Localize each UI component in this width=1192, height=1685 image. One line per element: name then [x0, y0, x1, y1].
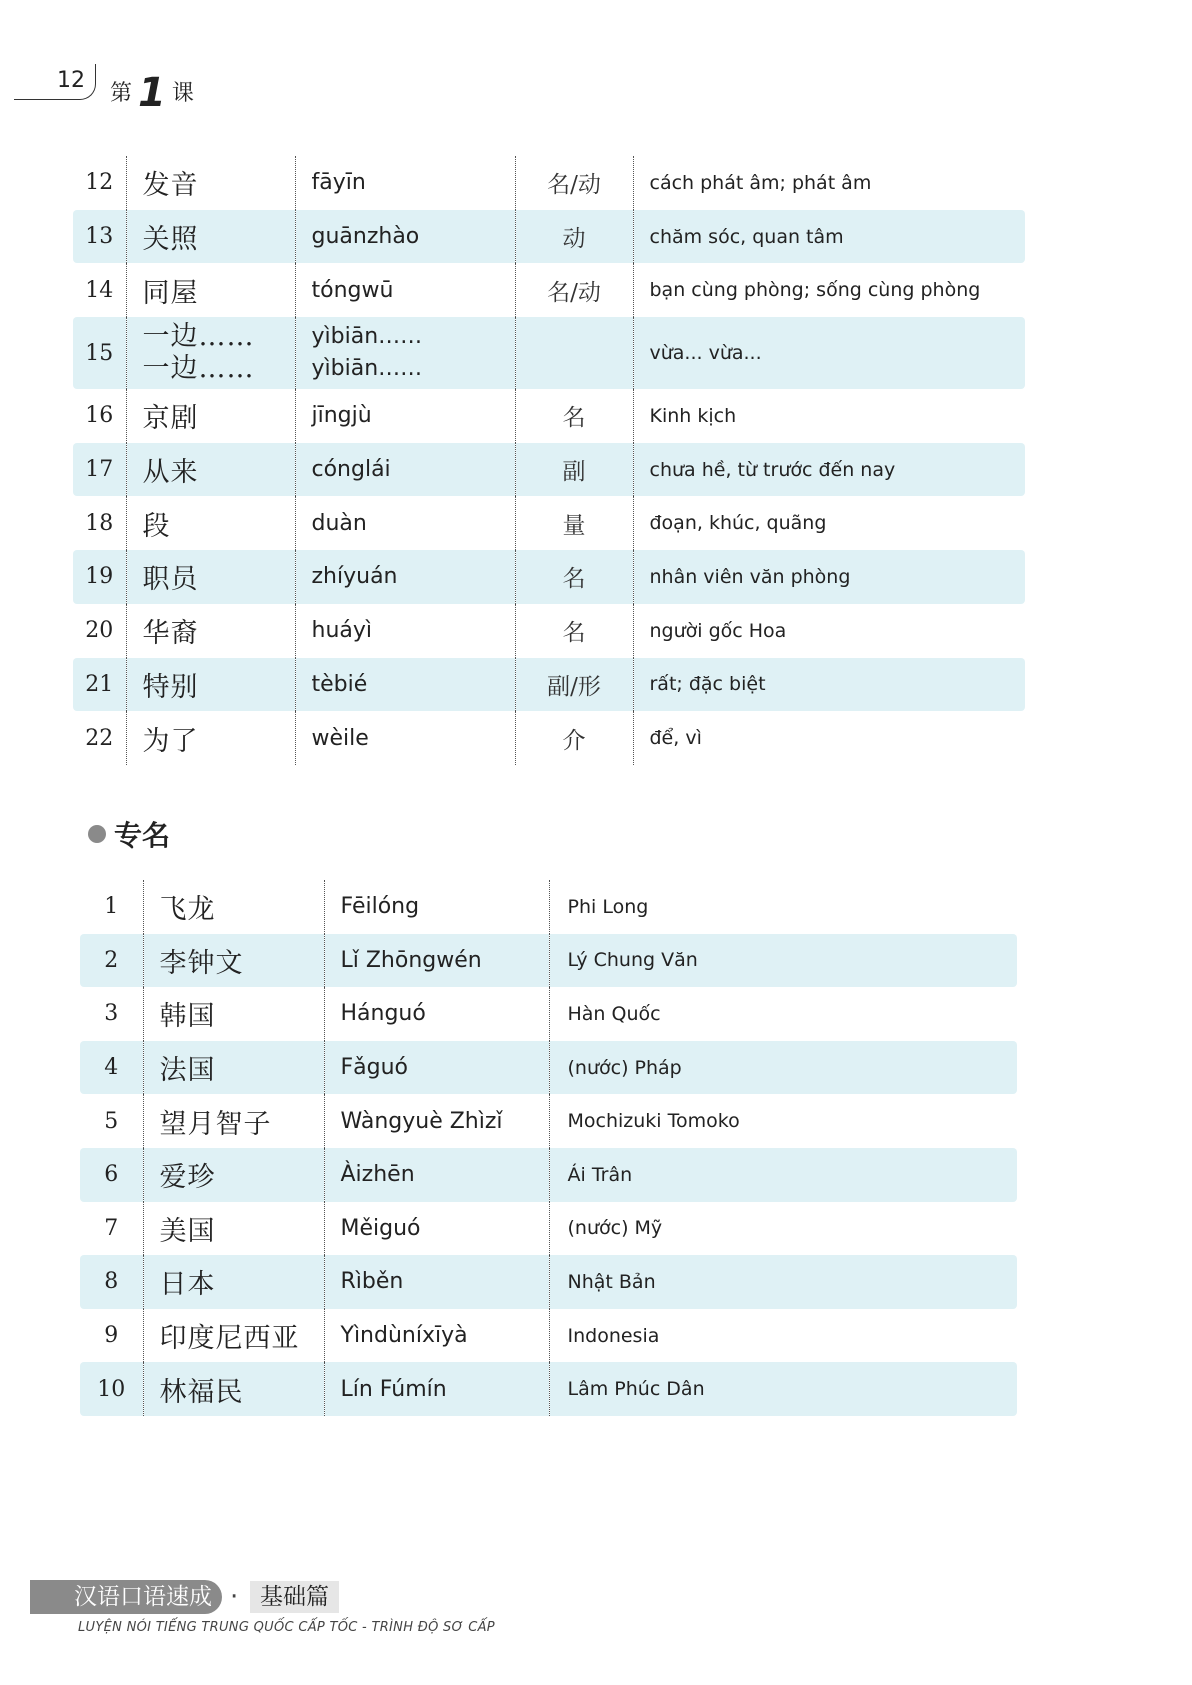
- word-number: 19: [73, 550, 126, 604]
- table-row: [80, 1041, 1017, 1095]
- table-row: [80, 1148, 1017, 1202]
- book-level: 基础篇: [250, 1581, 339, 1613]
- name-hanzi: 印度尼西亚: [143, 1309, 324, 1363]
- table-row: [73, 263, 1025, 317]
- word-pinyin: duàn: [295, 496, 515, 550]
- word-pinyin: cónglái: [295, 443, 515, 497]
- vocabulary-table: [73, 156, 1025, 765]
- word-part-of-speech: 名: [515, 550, 633, 604]
- table-row: [73, 604, 1025, 658]
- name-pinyin: Hánguó: [324, 987, 549, 1041]
- word-part-of-speech: 动: [515, 210, 633, 264]
- book-title: 汉语口语速成: [74, 1584, 212, 1610]
- word-hanzi-line: 一边……: [142, 321, 255, 353]
- word-pinyin-line: yìbiān……: [311, 324, 423, 350]
- word-number: 16: [73, 389, 126, 443]
- word-meaning: cách phát âm; phát âm: [649, 171, 872, 194]
- name-pinyin: Lín Fúmín: [324, 1362, 549, 1416]
- word-pinyin: zhíyuán: [295, 550, 515, 604]
- name-number: 3: [80, 987, 143, 1041]
- name-hanzi: 李钟文: [143, 934, 324, 988]
- name-number: 6: [80, 1148, 143, 1202]
- name-number: 5: [80, 1094, 143, 1148]
- word-number: 21: [73, 658, 126, 712]
- name-meaning: Nhật Bản: [549, 1255, 1017, 1309]
- name-meaning: Mochizuki Tomoko: [567, 1110, 740, 1133]
- name-pinyin: Fēilóng: [324, 880, 549, 934]
- word-pinyin: huáyì: [295, 604, 515, 658]
- book-title-badge: [30, 1580, 222, 1614]
- bullet-icon: [88, 825, 106, 843]
- word-hanzi: 从来: [126, 443, 295, 497]
- name-meaning: (nước) Pháp: [549, 1041, 1017, 1095]
- lesson-label: [110, 64, 194, 116]
- word-number: 12: [73, 156, 126, 210]
- word-meaning: rất; đặc biệt: [633, 658, 1025, 712]
- word-hanzi: 同屋: [126, 263, 295, 317]
- name-meaning: Indonesia: [567, 1324, 660, 1347]
- lesson-number: 1: [138, 70, 166, 116]
- name-hanzi: 美国: [143, 1202, 324, 1256]
- word-pinyin-line: yìbiān……: [311, 356, 423, 382]
- word-hanzi: [126, 317, 295, 389]
- name-number: 10: [80, 1362, 143, 1416]
- table-row: [80, 987, 1017, 1041]
- word-part-of-speech: 介: [515, 711, 633, 765]
- table-row: [73, 317, 1025, 389]
- word-meaning: nhân viên văn phòng: [633, 550, 1025, 604]
- word-hanzi: 关照: [126, 210, 295, 264]
- word-part-of-speech: 名: [515, 389, 633, 443]
- word-hanzi: 华裔: [126, 604, 295, 658]
- word-meaning: vừa... vừa...: [633, 317, 1025, 389]
- word-number: 14: [73, 263, 126, 317]
- name-pinyin: Lǐ Zhōngwén: [324, 934, 549, 988]
- name-hanzi: 林福民: [143, 1362, 324, 1416]
- word-hanzi-line: 一边……: [142, 353, 255, 385]
- word-part-of-speech: 名/动: [515, 156, 633, 210]
- word-pinyin: fāyīn: [295, 156, 515, 210]
- word-hanzi: 特别: [126, 658, 295, 712]
- table-row: [80, 1202, 1017, 1256]
- table-row: [80, 1362, 1017, 1416]
- word-meaning: chưa hề, từ trước đến nay: [633, 443, 1025, 497]
- lesson-suffix: 课: [171, 81, 194, 106]
- table-row: [80, 880, 1017, 934]
- word-hanzi: 为了: [126, 711, 295, 765]
- name-pinyin: Fǎguó: [324, 1041, 549, 1095]
- table-row: [73, 658, 1025, 712]
- name-hanzi: 日本: [143, 1255, 324, 1309]
- name-hanzi: 爱珍: [143, 1148, 324, 1202]
- word-hanzi: 段: [126, 496, 295, 550]
- name-meaning: Lâm Phúc Dân: [549, 1362, 1017, 1416]
- page-number: 12: [57, 68, 85, 93]
- word-part-of-speech: 名: [515, 604, 633, 658]
- word-part-of-speech: 名/动: [515, 263, 633, 317]
- name-hanzi: 飞龙: [143, 880, 324, 934]
- word-hanzi: 职员: [126, 550, 295, 604]
- name-meaning: Lý Chung Văn: [549, 934, 1017, 988]
- name-pinyin: Rìběn: [324, 1255, 549, 1309]
- word-meaning: chăm sóc, quan tâm: [633, 210, 1025, 264]
- table-row: [73, 550, 1025, 604]
- word-part-of-speech: [515, 317, 633, 389]
- word-hanzi: 京剧: [126, 389, 295, 443]
- word-pinyin: tóngwū: [295, 263, 515, 317]
- proper-nouns-table: [80, 880, 1017, 1416]
- proper-nouns-heading: [88, 814, 170, 854]
- title-separator: ·: [230, 1582, 239, 1612]
- word-pinyin: wèile: [295, 711, 515, 765]
- table-row: [73, 156, 1025, 210]
- name-pinyin: Àizhēn: [324, 1148, 549, 1202]
- name-number: 9: [80, 1309, 143, 1363]
- name-number: 8: [80, 1255, 143, 1309]
- table-row: [80, 1255, 1017, 1309]
- word-number: 15: [73, 317, 126, 389]
- name-number: 4: [80, 1041, 143, 1095]
- word-pinyin: jīngjù: [295, 389, 515, 443]
- word-pinyin: guānzhào: [295, 210, 515, 264]
- name-number: 2: [80, 934, 143, 988]
- word-part-of-speech: 副: [515, 443, 633, 497]
- name-hanzi: 望月智子: [143, 1094, 324, 1148]
- name-meaning: (nước) Mỹ: [567, 1217, 663, 1240]
- name-number: 7: [80, 1202, 143, 1256]
- table-row: [73, 443, 1025, 497]
- section-title: 专名: [114, 819, 171, 852]
- name-pinyin: Yìndùníxīyà: [324, 1309, 549, 1363]
- word-part-of-speech: 副/形: [515, 658, 633, 712]
- name-hanzi: 法国: [143, 1041, 324, 1095]
- word-meaning: người gốc Hoa: [649, 619, 787, 642]
- word-meaning: Kinh kịch: [649, 404, 737, 427]
- word-meaning: đoạn, khúc, quãng: [649, 512, 827, 535]
- table-row: [80, 934, 1017, 988]
- word-hanzi: 发音: [126, 156, 295, 210]
- name-pinyin: Měiguó: [324, 1202, 549, 1256]
- word-number: 22: [73, 711, 126, 765]
- page-number-box: [14, 64, 96, 100]
- word-pinyin: tèbié: [295, 658, 515, 712]
- name-meaning: Ái Trân: [549, 1148, 1017, 1202]
- name-pinyin: Wàngyuè Zhìzǐ: [324, 1094, 549, 1148]
- word-number: 18: [73, 496, 126, 550]
- word-number: 20: [73, 604, 126, 658]
- lesson-prefix: 第: [110, 81, 133, 106]
- book-subtitle: LUYỆN NÓI TIẾNG TRUNG QUỐC CẤP TỐC - TRÌNH ĐỘ SƠ CẤP: [78, 1620, 495, 1635]
- table-row: [73, 496, 1025, 550]
- name-number: 1: [80, 880, 143, 934]
- word-pinyin: [295, 317, 515, 389]
- table-row: [80, 1094, 1017, 1148]
- word-meaning: bạn cùng phòng; sống cùng phòng: [649, 279, 981, 302]
- table-row: [73, 711, 1025, 765]
- table-row: [80, 1309, 1017, 1363]
- word-part-of-speech: 量: [515, 496, 633, 550]
- name-hanzi: 韩国: [143, 987, 324, 1041]
- table-row: [73, 389, 1025, 443]
- page-header: [14, 62, 274, 116]
- word-number: 13: [73, 210, 126, 264]
- name-meaning: Phi Long: [567, 895, 649, 918]
- word-meaning: để, vì: [649, 727, 702, 750]
- table-row: [73, 210, 1025, 264]
- name-meaning: Hàn Quốc: [567, 1002, 661, 1025]
- word-number: 17: [73, 443, 126, 497]
